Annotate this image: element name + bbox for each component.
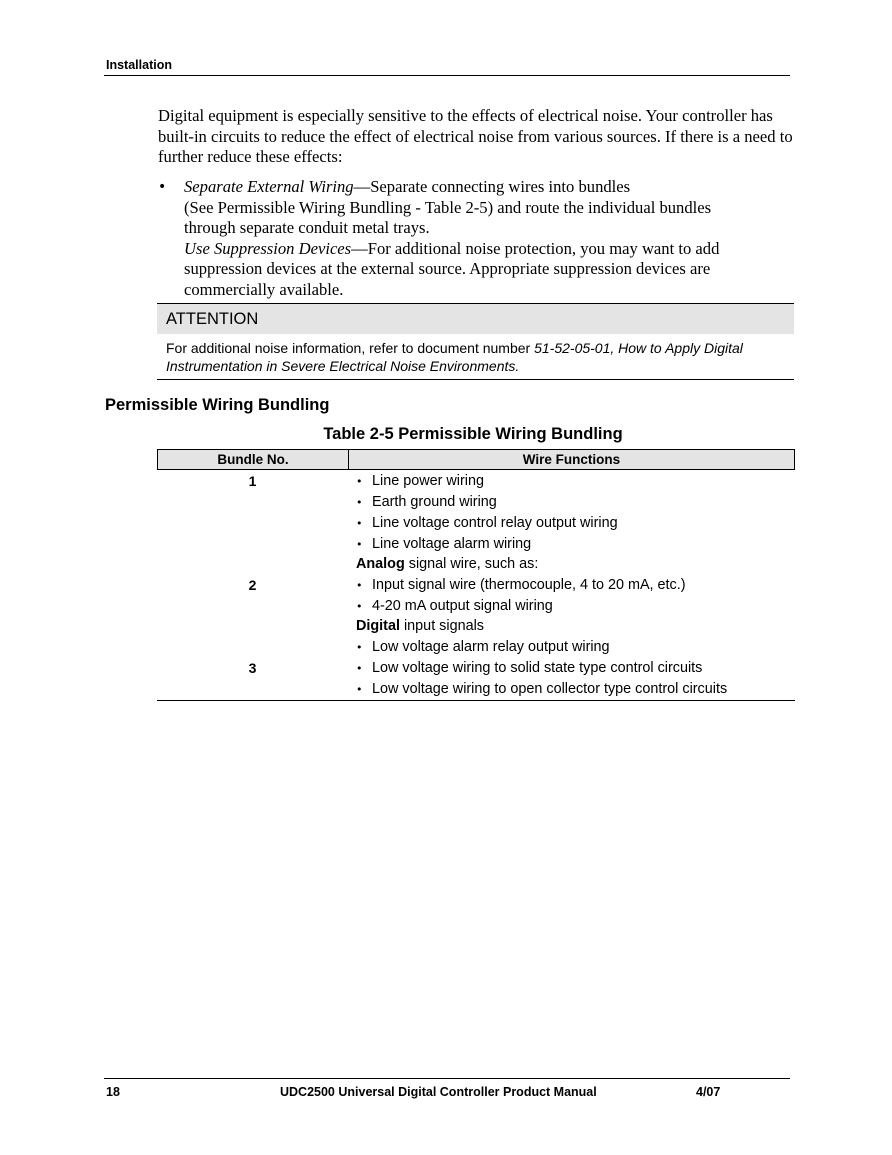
table-row: Analog signal wire, such as: — [356, 556, 539, 572]
attention-text — [157, 334, 794, 375]
table-title: Table 2-5 Permissible Wiring Bundling — [323, 425, 623, 443]
bullet-icon: • — [158, 179, 167, 195]
bullet-text: —For additional noise protection, you may want to add — [351, 238, 720, 258]
publication-date: 4/07 — [696, 1085, 721, 1099]
bullet-text: suppression devices at the external source. Appropriate suppression devices are — [184, 259, 711, 278]
bullet-icon: • — [356, 496, 363, 509]
bullet-icon: • — [356, 600, 363, 613]
header-section-title: Installation — [106, 58, 172, 72]
table-row: • Low voltage wiring to open collector type control circuits — [356, 681, 728, 697]
attention-heading: ATTENTION — [157, 304, 794, 334]
attention-doc-ref: 51-52-05-01, How to Apply Digital — [534, 340, 743, 356]
bullet-text: through separate conduit metal trays. — [184, 218, 430, 237]
table-row: • Low voltage alarm relay output wiring — [356, 639, 610, 655]
bundle-type-label: Digital — [356, 618, 400, 634]
table-row: Digital input signals — [356, 618, 484, 634]
attention-doc-ref: Instrumentation in Severe Electrical Noise Environments. — [166, 357, 520, 374]
column-header-functions: Wire Functions — [522, 452, 621, 467]
attention-box — [157, 303, 794, 380]
bullet-text: commercially available. — [184, 279, 344, 299]
page-header — [104, 58, 790, 76]
table-row: • Input signal wire (thermocouple, 4 to 20 mA, etc.) — [356, 577, 686, 593]
table-row: • Line voltage alarm wiring — [356, 536, 532, 552]
table-header-row — [157, 449, 795, 470]
bullet-icon: • — [356, 641, 363, 654]
table-body — [157, 470, 795, 701]
section-heading: Permissible Wiring Bundling — [105, 396, 330, 414]
intro-paragraph: Digital equipment is especially sensitive to the effects of electrical noise. Your controller has built-in circuits to reduce the effect of electrical noise from various sources. If there is a need to further reduce these effects: — [158, 106, 793, 166]
bundle-type-label: Analog — [356, 556, 405, 572]
bullet-title: Use Suppression Devices — [184, 238, 352, 258]
noise-reduction-list — [158, 177, 794, 300]
page-number: 18 — [106, 1085, 120, 1099]
bullet-icon: • — [356, 662, 363, 675]
bundle-number: 2 — [248, 577, 257, 593]
bullet-title: Separate External Wiring — [184, 177, 354, 196]
wiring-bundling-table — [157, 449, 795, 701]
list-item — [158, 177, 794, 300]
bullet-text: —Separate connecting wires into bundles — [353, 177, 631, 196]
table-row: • Line power wiring — [356, 473, 484, 489]
bullet-icon: • — [356, 475, 363, 488]
bullet-icon: • — [356, 683, 363, 696]
bullet-icon: • — [356, 579, 363, 592]
bundle-number: 3 — [248, 660, 257, 676]
table-row: • Earth ground wiring — [356, 494, 497, 510]
table-row: • Line voltage control relay output wiring — [356, 515, 618, 531]
column-header-bundle: Bundle No. — [158, 450, 349, 469]
manual-title: UDC2500 Universal Digital Controller Product Manual — [280, 1085, 597, 1099]
table-row: • 4-20 mA output signal wiring — [356, 598, 553, 614]
bullet-icon: • — [356, 538, 363, 551]
table-row: • Low voltage wiring to solid state type control circuits — [356, 660, 703, 676]
bullet-icon: • — [356, 517, 363, 530]
page-footer — [104, 1078, 790, 1102]
attention-body-text: For additional noise information, refer to document number — [166, 340, 535, 356]
bullet-text: (See Permissible Wiring Bundling - Table 2-5) and route the individual bundles — [184, 197, 712, 217]
bundle-number: 1 — [248, 473, 257, 489]
